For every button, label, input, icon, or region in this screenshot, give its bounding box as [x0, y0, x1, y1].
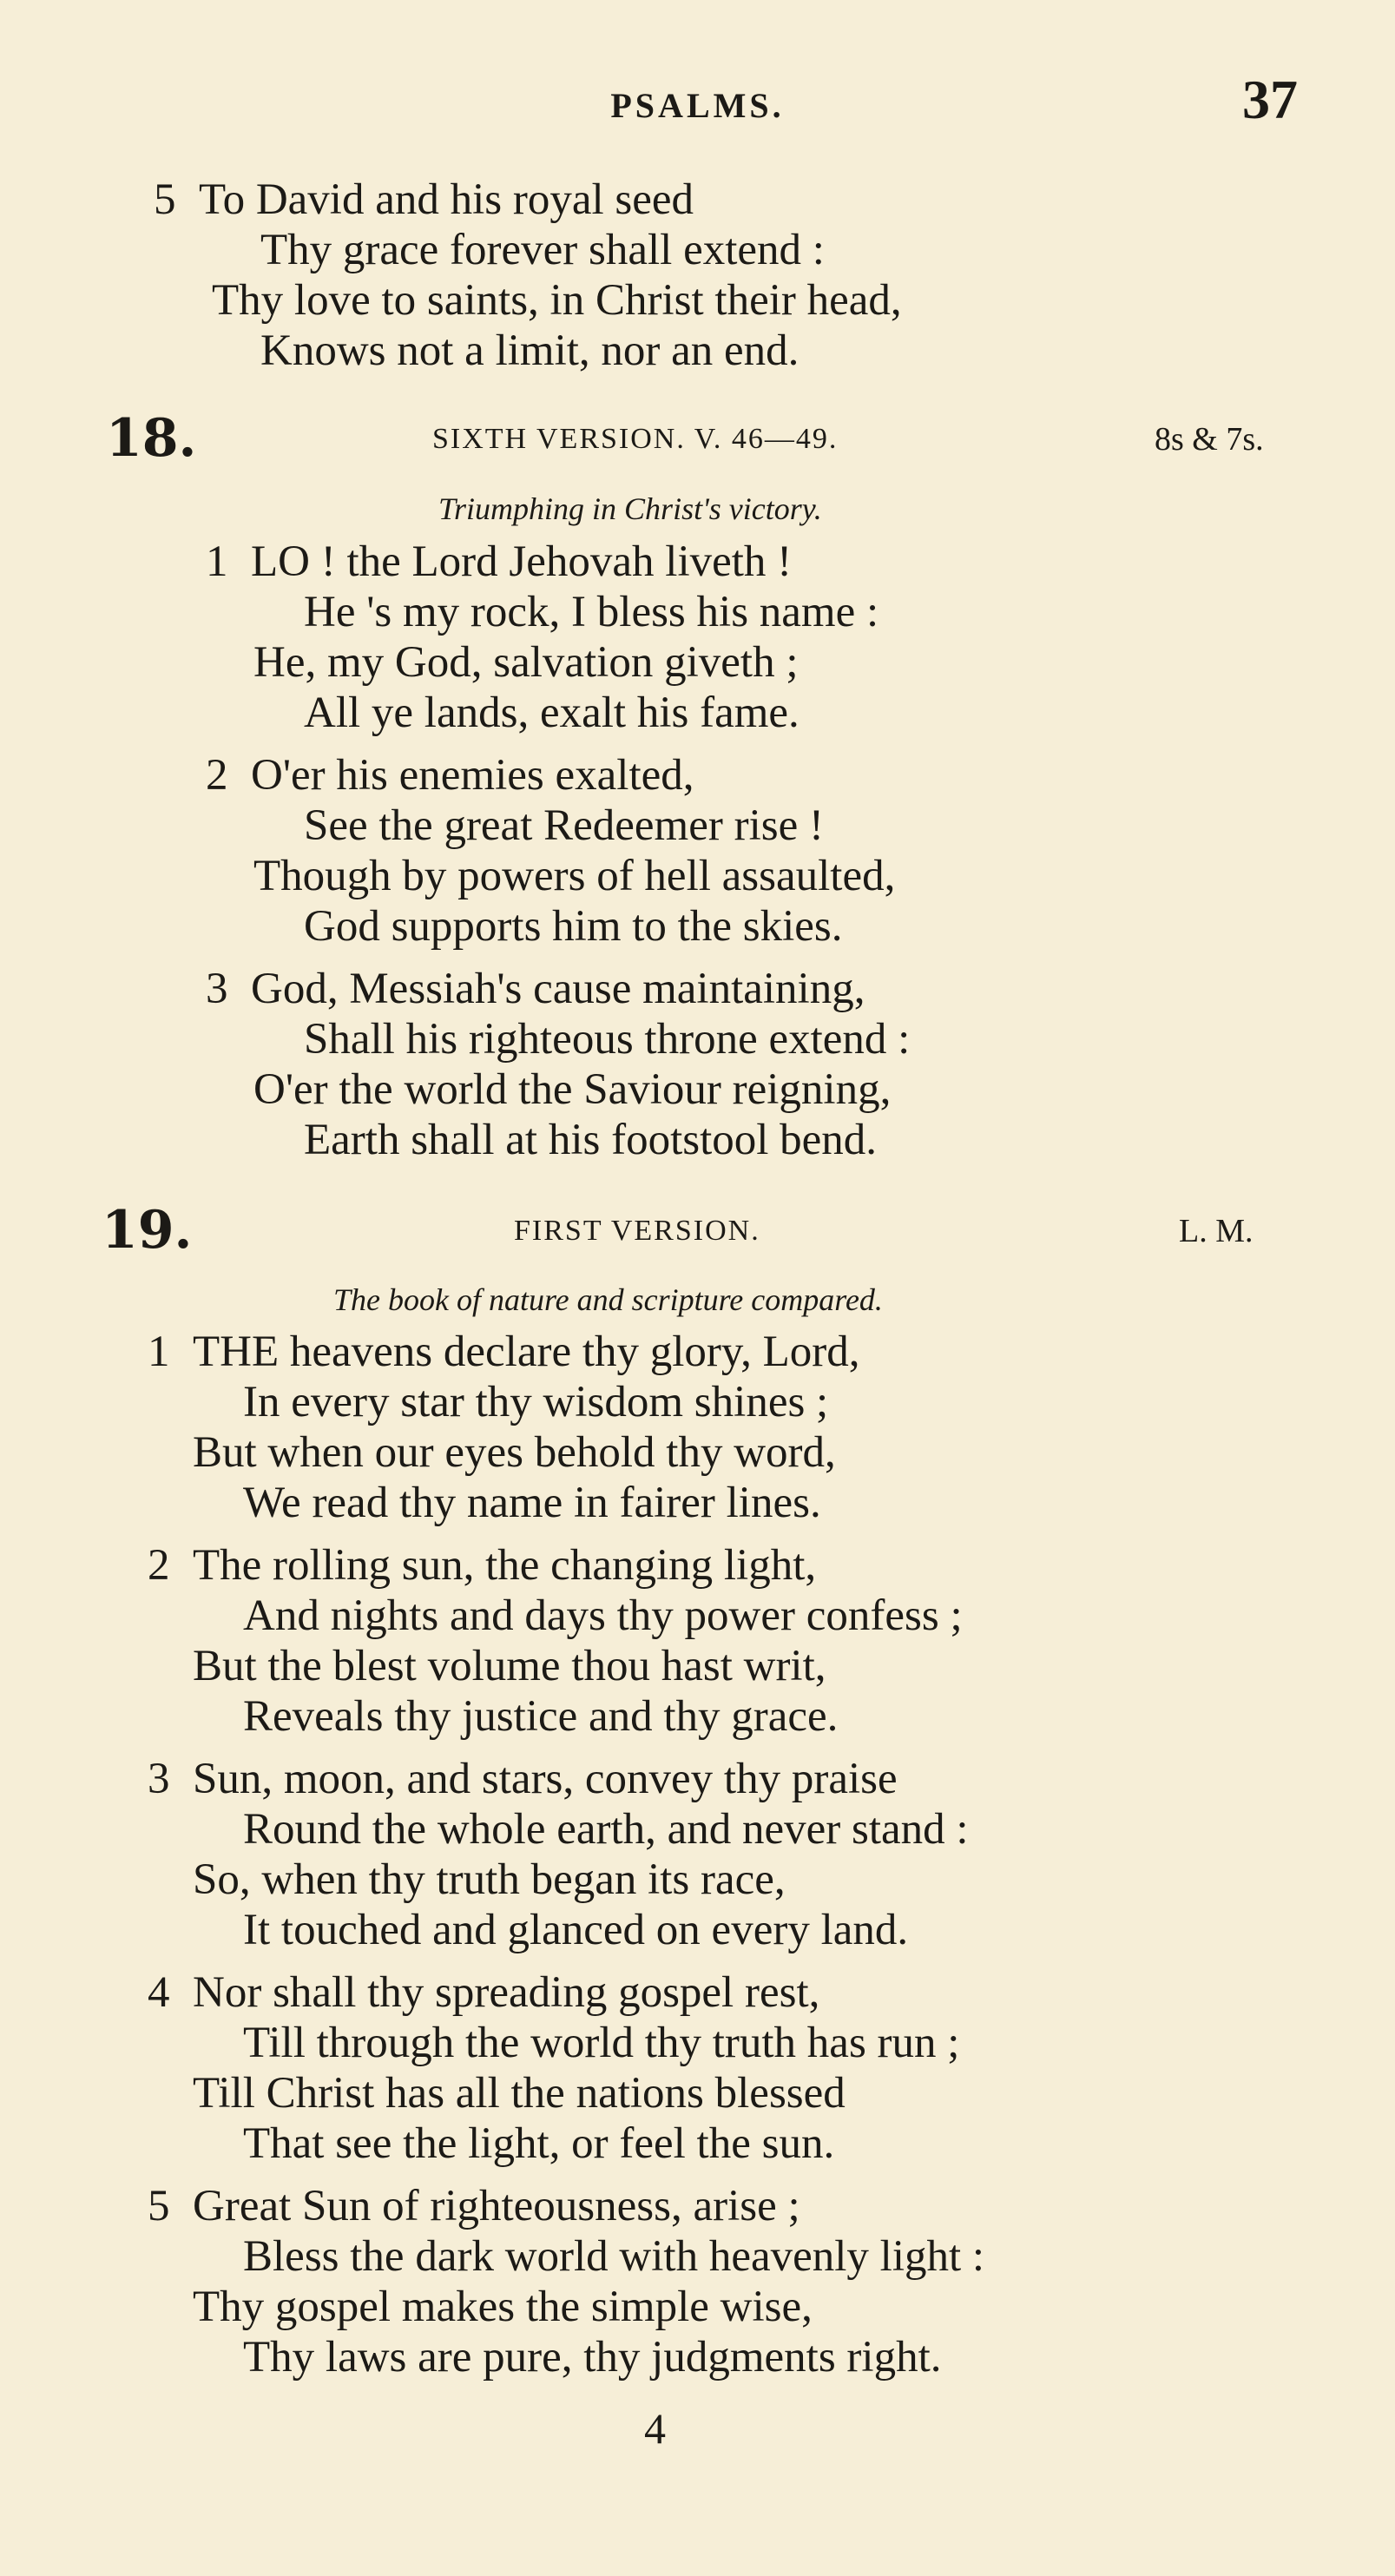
- verse-line: 3 Sun, moon, and stars, convey thy praise: [148, 1755, 898, 1803]
- hymn-subtitle: Triumphing in Christ's victory.: [438, 491, 822, 526]
- verse-line: 1 LO ! the Lord Jehovah liveth !: [206, 537, 793, 586]
- verse-line: Till Christ has all the nations blessed: [193, 2069, 846, 2118]
- verse-line: 5 To David and his royal seed: [154, 175, 694, 224]
- verse-line: Knows not a limit, nor an end.: [260, 326, 799, 375]
- verse-line: We read thy name in fairer lines.: [243, 1479, 821, 1527]
- verse-line: But when our eyes behold thy word,: [193, 1428, 836, 1477]
- meter-label: L. M.: [1179, 1213, 1254, 1249]
- verse-number: 4: [148, 1968, 170, 2017]
- verse-line: He, my God, salvation giveth ;: [253, 638, 799, 687]
- hymn-number: 19.: [102, 1200, 193, 1261]
- verse-line: Shall his righteous throne extend :: [304, 1015, 911, 1064]
- verse-line: It touched and glanced on every land.: [243, 1906, 909, 1954]
- verse-line: O'er the world the Saviour reigning,: [253, 1065, 892, 1114]
- verse-line: 2 O'er his enemies exalted,: [206, 751, 694, 800]
- verse-number: 3: [148, 1755, 170, 1803]
- verse-line: Bless the dark world with heavenly light :: [243, 2232, 985, 2281]
- verse-line: Thy gospel makes the simple wise,: [193, 2283, 813, 2331]
- verse-line: 3 God, Messiah's cause maintaining,: [206, 965, 865, 1013]
- verse-line: See the great Redeemer rise !: [304, 801, 824, 850]
- verse-line: Till through the world thy truth has run ;: [243, 2019, 960, 2067]
- verse-number: 5: [148, 2182, 170, 2230]
- verse-line: Though by powers of hell assaulted,: [253, 852, 896, 900]
- hymn-number: 18.: [106, 408, 197, 469]
- verse-line: Round the whole earth, and never stand :: [243, 1805, 969, 1854]
- verse-number: 1: [206, 537, 228, 586]
- verse-line: 4 Nor shall thy spreading gospel rest,: [148, 1968, 820, 2017]
- page-number: 37: [1242, 69, 1298, 130]
- verse-line: 2 The rolling sun, the changing light,: [148, 1541, 817, 1590]
- verse-number: 2: [148, 1541, 170, 1590]
- verse-line: Reveals thy justice and thy grace.: [243, 1692, 839, 1741]
- verse-line: Thy laws are pure, thy judgments right.: [243, 2333, 942, 2382]
- running-header: PSALMS.: [610, 86, 785, 125]
- verse-number: 3: [206, 965, 228, 1013]
- verse-line: And nights and days thy power confess ;: [243, 1591, 963, 1640]
- verse-line: But the blest volume thou hast writ,: [193, 1642, 826, 1690]
- verse-line: That see the light, or feel the sun.: [243, 2119, 835, 2168]
- version-title: SIXTH VERSION. V. 46—49.: [432, 423, 839, 455]
- version-title: FIRST VERSION.: [514, 1215, 760, 1247]
- verse-number: 1: [148, 1328, 170, 1376]
- signature-mark: 4: [644, 2404, 666, 2453]
- verse-line: So, when thy truth began its race,: [193, 1855, 786, 1904]
- verse-line: God supports him to the skies.: [304, 902, 843, 951]
- meter-label: 8s & 7s.: [1155, 421, 1264, 458]
- hymn-subtitle: The book of nature and scripture compared.: [333, 1282, 883, 1317]
- verse-line: 1 THE heavens declare thy glory, Lord,: [148, 1328, 860, 1376]
- verse-line: 5 Great Sun of righteousness, arise ;: [148, 2182, 800, 2230]
- verse-line: He 's my rock, I bless his name :: [304, 588, 879, 636]
- verse-line: In every star thy wisdom shines ;: [243, 1378, 829, 1426]
- verse-line: Thy grace forever shall extend :: [260, 226, 825, 274]
- verse-line: Thy love to saints, in Christ their head,: [212, 276, 902, 325]
- verse-number: 2: [206, 751, 228, 800]
- verse-line: Earth shall at his footstool bend.: [304, 1116, 878, 1164]
- verse-line: All ye lands, exalt his fame.: [304, 688, 799, 737]
- verse-number: 5: [154, 175, 176, 224]
